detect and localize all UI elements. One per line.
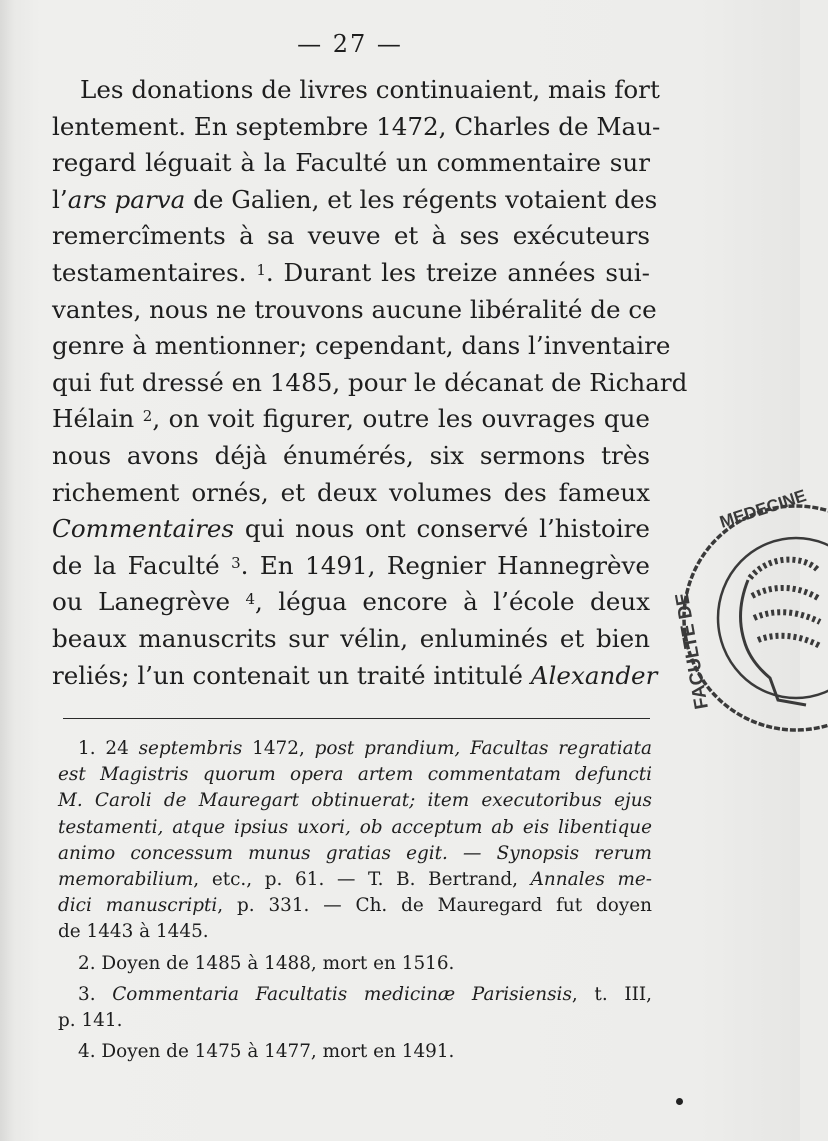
footnote-line — [58, 893, 652, 919]
footnote-line — [58, 867, 652, 893]
italic-run: M. Caroli de Mauregart obtinuerat; item executoribus ejus — [58, 790, 652, 812]
text-line — [52, 292, 657, 329]
text-run: 4. Doyen de 1475 à 1477, mort en 1491. — [78, 1041, 455, 1063]
text-run: regard léguait à la Faculté un commentaire sur — [52, 148, 650, 178]
footnote-ref: 1 — [256, 260, 266, 279]
footnote-2 — [58, 951, 652, 977]
text-run: qui fut dressé en 1485, pour le décanat de Richard — [52, 367, 688, 397]
footnote-line — [58, 815, 652, 841]
italic-run: animo concessum munus gratias egit. — Synopsis rerum — [58, 842, 652, 864]
text-line — [52, 145, 650, 182]
text-line — [52, 475, 650, 512]
footnote-line — [58, 1039, 652, 1065]
footnote-line — [58, 951, 652, 977]
text-run: , etc., p. 61. — T. B. Bertrand, — [193, 869, 531, 891]
text-run: de Galien, et les régents votaient des — [185, 184, 658, 214]
footnote-ref: 2 — [142, 407, 153, 426]
text-run: , on voit figurer, outre les ouvrages que — [152, 404, 650, 434]
text-run: ou Lanegrève — [52, 587, 246, 617]
text-run: nous avons déjà énumérés, six sermons très — [52, 440, 650, 470]
footnote-ref: 3 — [231, 553, 241, 572]
italic-run: memorabilium — [58, 869, 194, 891]
italic-run: Commentaria Facultatis medicinæ Parisiensis — [112, 983, 572, 1005]
italic-run: testamenti, atque ipsius uxori, ob acceptum ab eis libentique — [58, 816, 652, 838]
text-line — [52, 218, 650, 255]
text-line — [52, 658, 658, 695]
text-run: beaux manuscrits sur vélin, enluminés et bien — [52, 623, 650, 653]
text-run: . Durant les treize années sui- — [265, 257, 650, 287]
footnote-3 — [58, 982, 652, 1034]
text-run: 2. Doyen de 1485 à 1488, mort en 1516. — [78, 952, 455, 974]
footnote-line — [58, 1008, 652, 1034]
text-run: remercîments à sa veuve et à ses exécuteurs — [52, 221, 650, 251]
main-paragraph — [52, 72, 688, 694]
italic-run: ars parva — [67, 184, 186, 214]
stamp-text-left: FACULTE DE — [671, 591, 713, 711]
text-line — [52, 401, 650, 438]
italic-run: est Magistris quorum opera artem commentatam defuncti — [58, 764, 652, 786]
text-run: testamentaires. — [52, 257, 257, 287]
footnote-separator — [63, 718, 650, 719]
text-run: Hélain — [52, 404, 143, 434]
text-run: 1. 24 — [78, 738, 139, 759]
text-run: 1472, — [242, 738, 315, 759]
footnote-line — [58, 788, 652, 814]
text-line — [52, 255, 650, 292]
text-run: richement ornés, et deux volumes des fameux — [52, 477, 650, 507]
text-line — [52, 548, 650, 585]
text-run: de la Faculté — [52, 550, 232, 580]
italic-run: dici manuscripti — [58, 895, 218, 917]
italic-run: Annales me- — [530, 869, 652, 891]
text-line — [52, 584, 650, 621]
footnote-line — [58, 982, 652, 1008]
text-run: 3. — [78, 983, 113, 1005]
text-line — [52, 72, 660, 109]
text-run: Les donations de livres continuaient, mais fort — [80, 75, 660, 104]
text-run: lentement. En septembre 1472, Charles de Mau- — [52, 111, 661, 141]
italic-run: post prandium, Facultas regratiata — [314, 738, 652, 759]
footnote-line — [58, 919, 652, 945]
text-run: , légua encore à l’école deux — [255, 587, 650, 617]
footnotes — [58, 736, 652, 1070]
text-run: vantes, nous ne trouvons aucune libéralité de ce — [52, 294, 657, 324]
text-run: genre à mentionner; cependant, dans l’inventaire — [52, 331, 671, 361]
stamp-text-top: MEDECINE — [717, 486, 809, 532]
ink-speck — [676, 1098, 683, 1105]
footnote-ref: 4 — [245, 590, 256, 609]
italic-run: septembris — [138, 738, 243, 759]
text-run: l’ — [52, 184, 68, 214]
text-line — [52, 438, 650, 475]
footnote-line — [58, 762, 652, 788]
footnote-1 — [58, 736, 652, 946]
text-run: de 1443 à 1445. — [58, 921, 209, 943]
footnote-line — [58, 736, 652, 762]
text-line — [52, 365, 688, 402]
library-stamp — [671, 486, 828, 736]
text-line — [52, 511, 650, 548]
page-number: — 27 — — [297, 30, 403, 58]
text-line — [52, 182, 658, 219]
text-line — [52, 109, 661, 146]
text-line — [52, 328, 671, 365]
text-run: , p. 331. — Ch. de Mauregard fut doyen — [217, 895, 652, 917]
footnote-4 — [58, 1039, 652, 1065]
italic-run: Alexander — [530, 660, 658, 690]
text-run: , t. III, — [571, 983, 652, 1005]
footnote-line — [58, 841, 652, 867]
text-run: qui nous ont conservé l’histoire — [234, 514, 650, 544]
text-run: . En 1491, Regnier Hannegrève — [240, 550, 650, 580]
text-run: reliés; l’un contenait un traité intitulé — [52, 660, 531, 690]
italic-run: Commentaires — [52, 514, 235, 544]
text-line — [52, 621, 650, 658]
text-run: p. 141. — [58, 1010, 123, 1032]
